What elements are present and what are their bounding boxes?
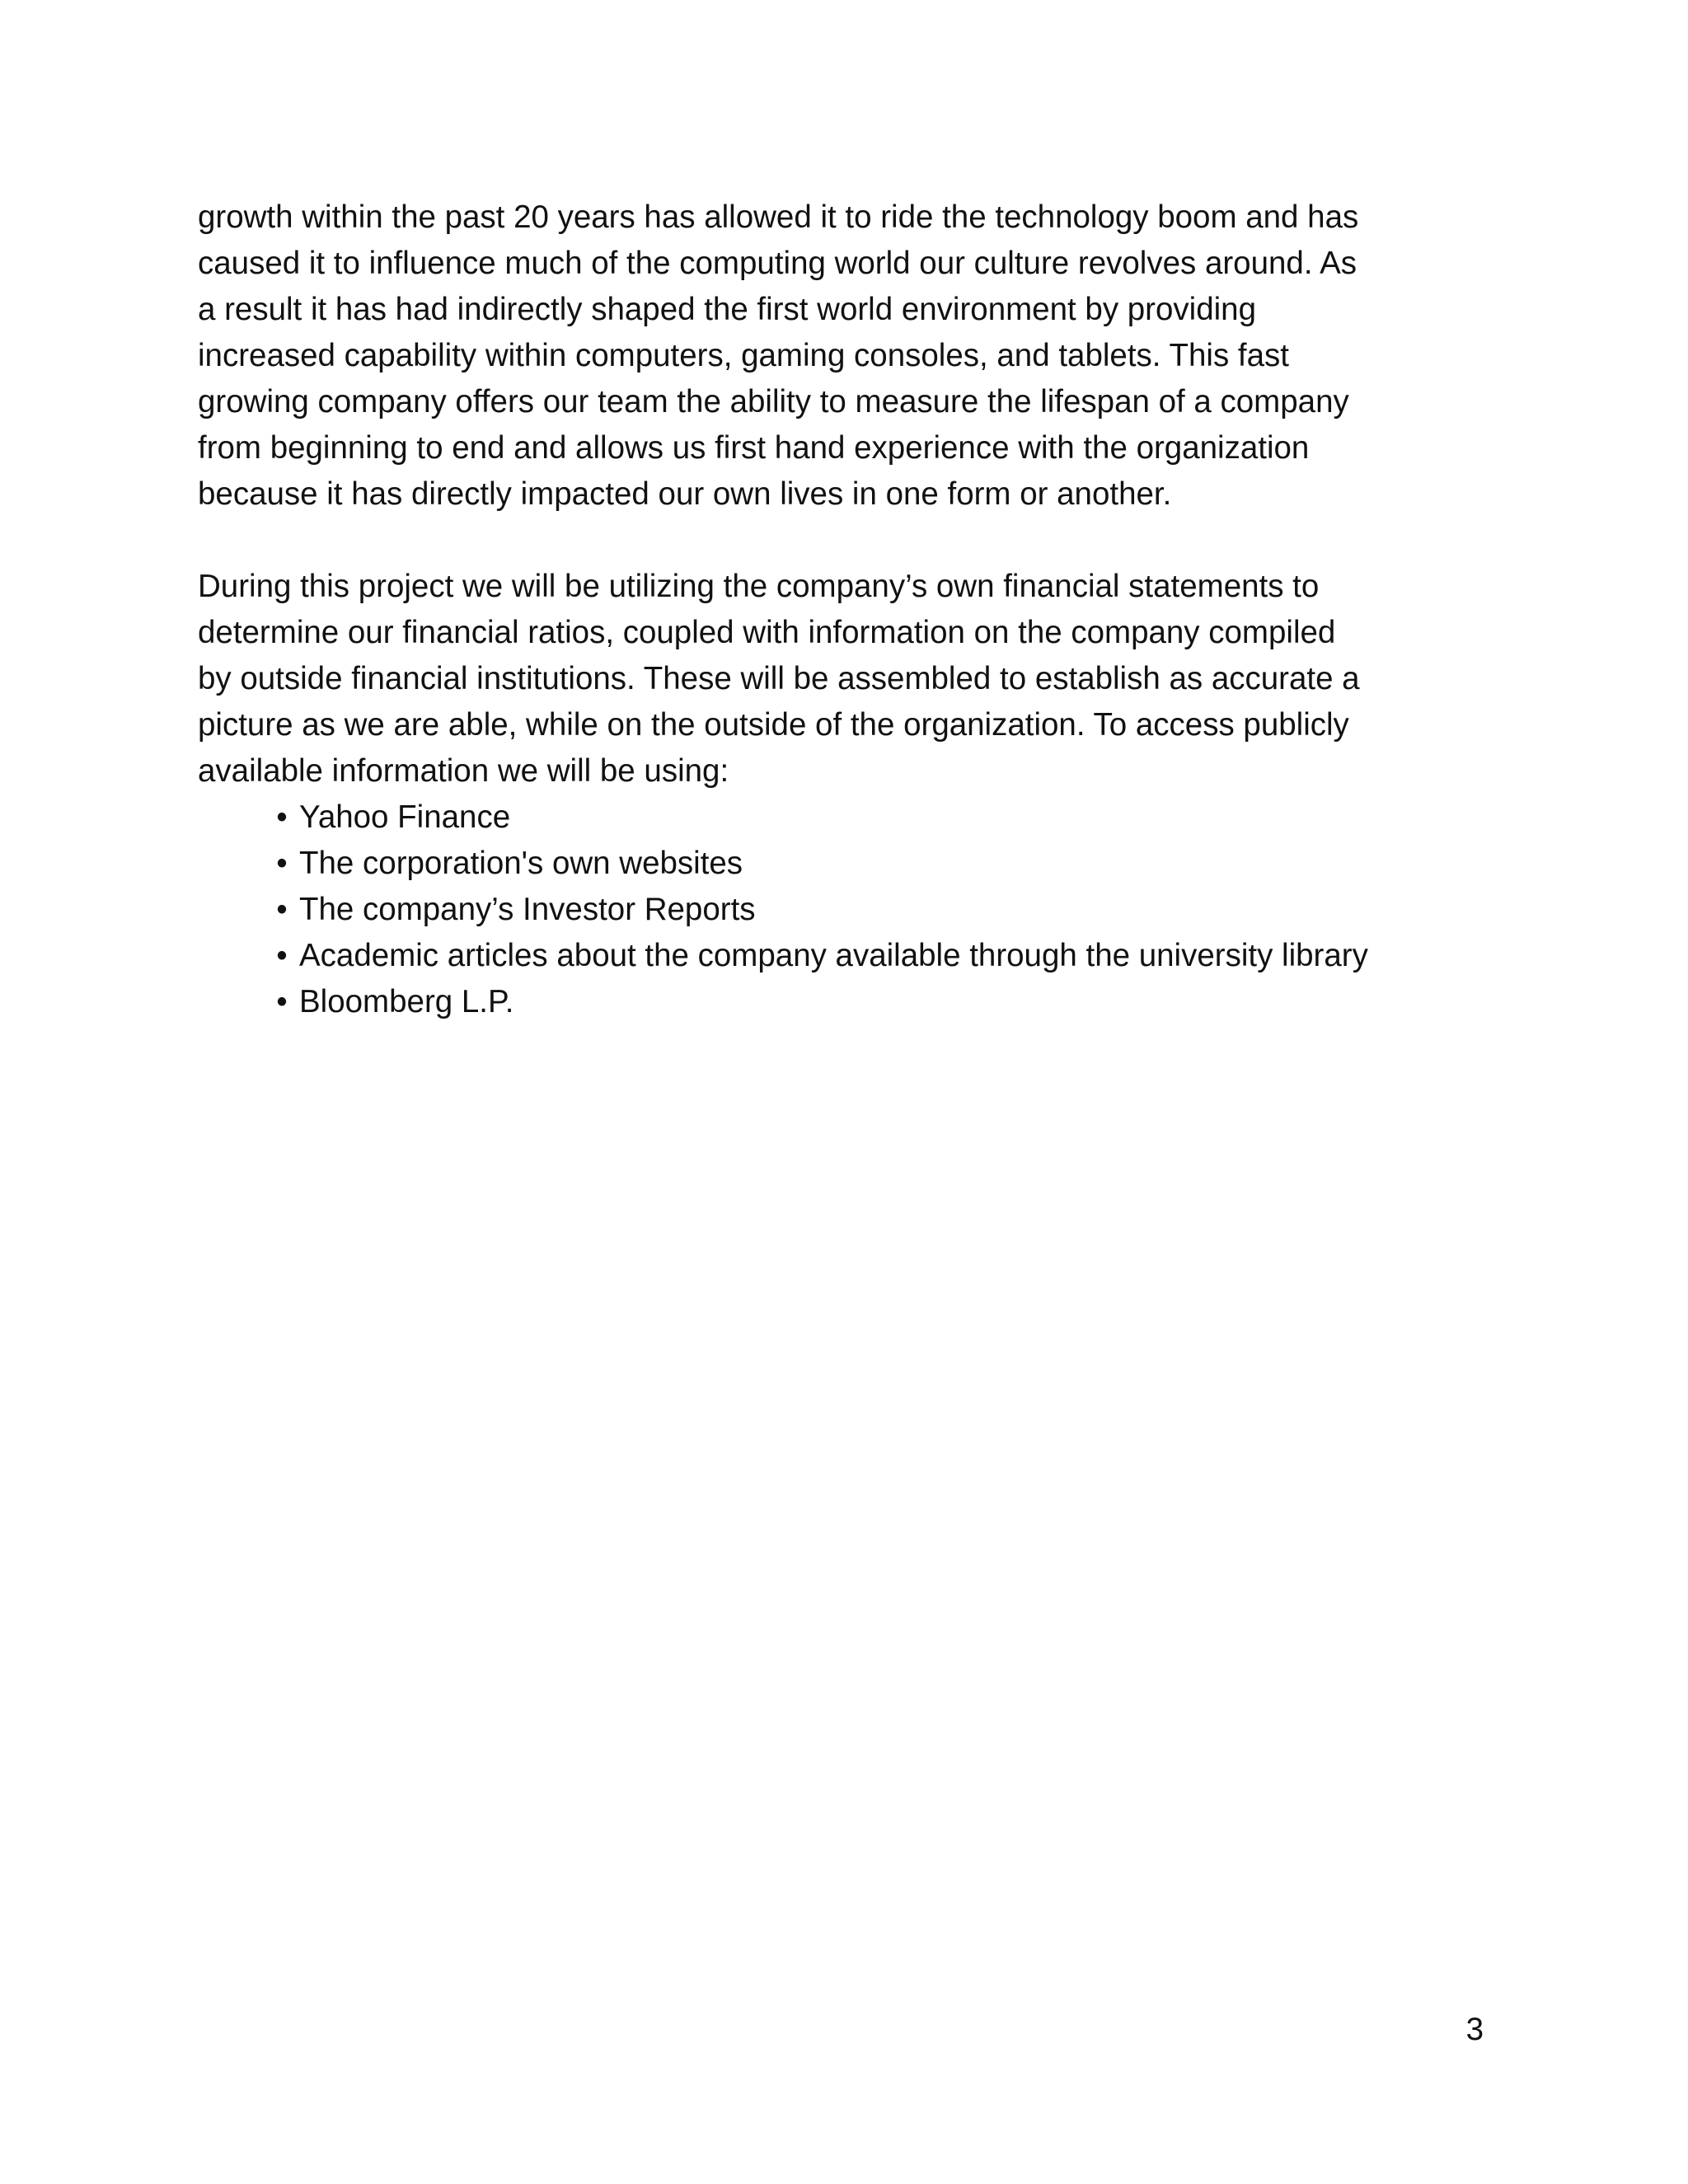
bullet-icon: • bbox=[276, 892, 288, 927]
paragraph-line: determine our financial ratios, coupled with information on the company compiled bbox=[198, 615, 1336, 650]
paragraph-line: by outside financial institutions. These will be assembled to establish as accurate a bbox=[198, 661, 1360, 696]
bullet-icon: • bbox=[276, 846, 288, 881]
list-item bbox=[198, 887, 1500, 933]
paragraph-line: increased capability within computers, gaming consoles, and tablets. This fast bbox=[198, 338, 1289, 373]
list-item-text: The company’s Investor Reports bbox=[299, 892, 756, 927]
page-number: 3 bbox=[1465, 2012, 1484, 2047]
paragraph-line: growth within the past 20 years has allowed it to ride the technology boom and has bbox=[198, 199, 1359, 235]
sources-list bbox=[198, 794, 1500, 1025]
bullet-icon: • bbox=[276, 984, 288, 1019]
paragraph-growth bbox=[198, 194, 1500, 518]
paragraph-line: caused it to influence much of the computing world our culture revolves around. As bbox=[198, 246, 1357, 281]
list-item-text: The corporation's own websites bbox=[299, 846, 743, 881]
paragraph-methodology bbox=[198, 564, 1500, 794]
list-item-text: Bloomberg L.P. bbox=[299, 984, 514, 1019]
list-item-text: Yahoo Finance bbox=[299, 799, 511, 835]
paragraph-line: from beginning to end and allows us first hand experience with the organization bbox=[198, 430, 1310, 466]
bullet-icon: • bbox=[276, 938, 288, 973]
paragraph-line: picture as we are able, while on the outside of the organization. To access publicly bbox=[198, 707, 1349, 743]
bullet-icon: • bbox=[276, 799, 288, 835]
paragraph-spacer bbox=[198, 518, 1500, 564]
document-body bbox=[198, 194, 1500, 1025]
paragraph-line: available information we will be using: bbox=[198, 753, 729, 789]
paragraph-line: growing company offers our team the ability to measure the lifespan of a company bbox=[198, 384, 1349, 419]
paragraph-line: a result it has had indirectly shaped the first world environment by providing bbox=[198, 292, 1256, 327]
list-item bbox=[198, 794, 1500, 841]
paragraph-line: During this project we will be utilizing the company’s own financial statements to bbox=[198, 569, 1320, 604]
paragraph-line: because it has directly impacted our own lives in one form or another. bbox=[198, 476, 1172, 512]
list-item bbox=[198, 841, 1500, 887]
list-item-text: Academic articles about the company available through the university library bbox=[299, 938, 1368, 973]
list-item bbox=[198, 979, 1500, 1025]
list-item bbox=[198, 933, 1500, 979]
